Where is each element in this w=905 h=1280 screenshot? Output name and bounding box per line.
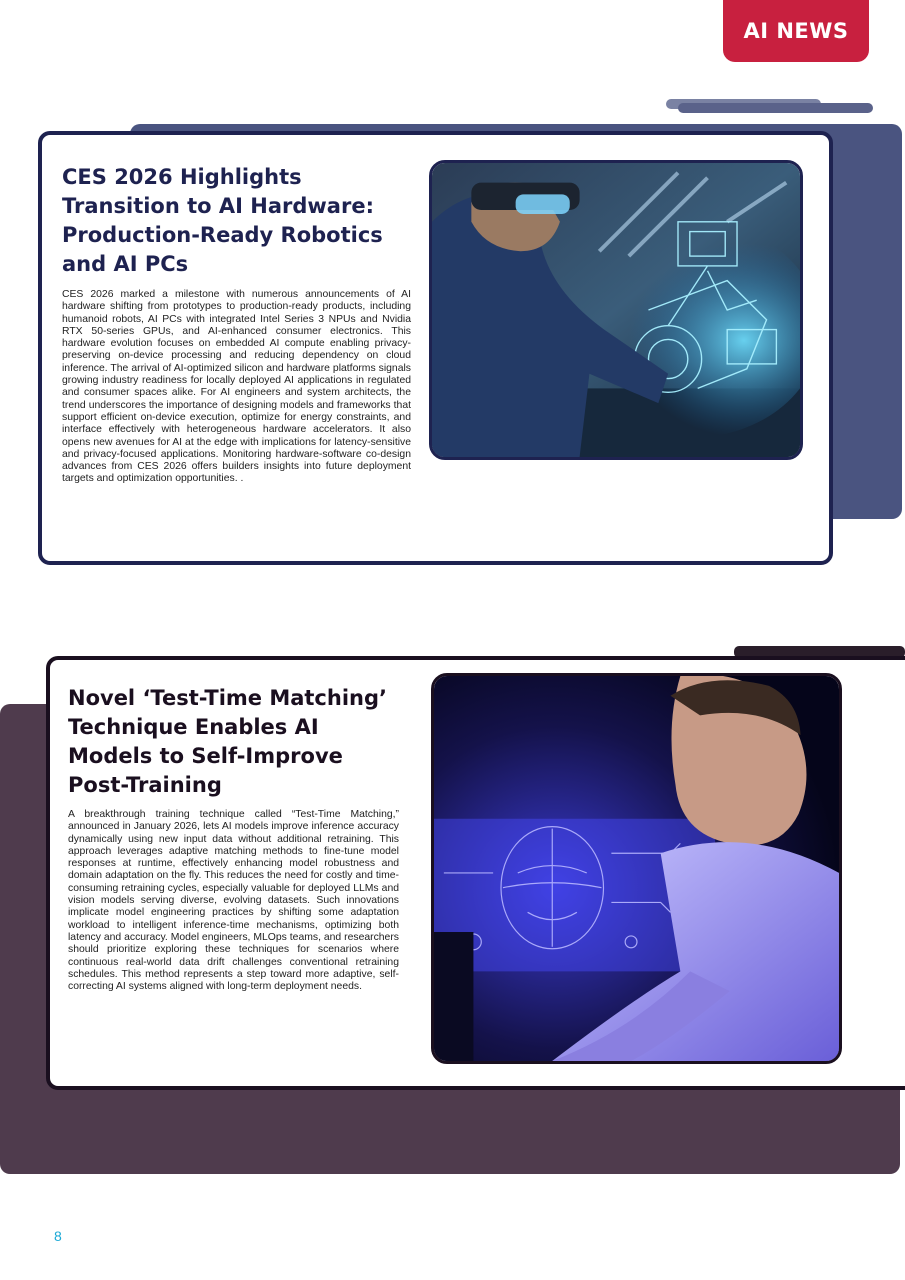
article-card-1 (38, 131, 833, 565)
article-2-image (431, 673, 842, 1064)
page-number: 8 (54, 1228, 62, 1244)
decor-bar (678, 103, 873, 113)
article-1-title: CES 2026 Highlights Transition to AI Hardware: Production-Ready Robotics and AI PCs (62, 165, 383, 276)
article-1-body: CES 2026 marked a milestone with numerous announcements of AI hardware shifting from prototypes to production-ready products, including humanoid robots, AI PCs with integrated Intel Series 3 NPUs and Nvidia RTX 50-series GPUs, and AI-enhanced consumer electronics. This hardware evolution focuses on embedded AI compute enabling privacy-preserving on-device processing and reducing dependency on cloud inference. The arrival of AI-optimized silicon and hardware platforms signals growing industry readiness for locally deployed AI applications in regulated and consumer spaces alike. For AI engineers and system architects, the trend underscores the importance of designing models and frameworks that support efficient on-device execution, optimize for energy constraints, and interface effectively with heterogeneous hardware accelerators. It also opens new avenues for AI at the edge with implications for latency-sensitive and privacy-focused applications. Monitoring hardware-software co-design advances from CES 2026 offers builders insights into future deployment targets and optimization opportunities. . (62, 289, 411, 485)
article-2-body: A breakthrough training technique called “Test-Time Matching,” announced in January 2026, lets AI models improve inference accuracy dynamically using new input data without additional retraining. This approach leverages adaptive matching methods to fine-tune model responses at runtime, effectively enhancing model robustness and domain adaptation on the fly. This reduces the need for costly and time-consuming retraining cycles, especially valuable for deployed LLMs and vision models serving diverse, evolving datasets. Such innovations implicate model engineering practices by shifting some adaptation workload to intelligent inference-time mechanisms, optimizing both latency and accuracy. Model engineers, MLOps teams, and researchers should prioritize exploring these techniques for scenarios where continuous real-world data drift challenges conventional retraining schedules. This method represents a step toward more adaptive, self-correcting AI systems aligned with long-term deployment needs. (68, 809, 399, 993)
man-holographic-face-image (434, 676, 839, 1061)
article-2-title: Novel ‘Test-Time Matching’ Technique Enables AI Models to Self-Improve Post-Training (68, 686, 387, 797)
article-card-2 (46, 656, 905, 1090)
section-badge (723, 0, 869, 62)
article-1-image (429, 160, 803, 460)
engineer-holographic-robot-image (432, 163, 800, 457)
badge-label: AI NEWS (743, 19, 849, 43)
